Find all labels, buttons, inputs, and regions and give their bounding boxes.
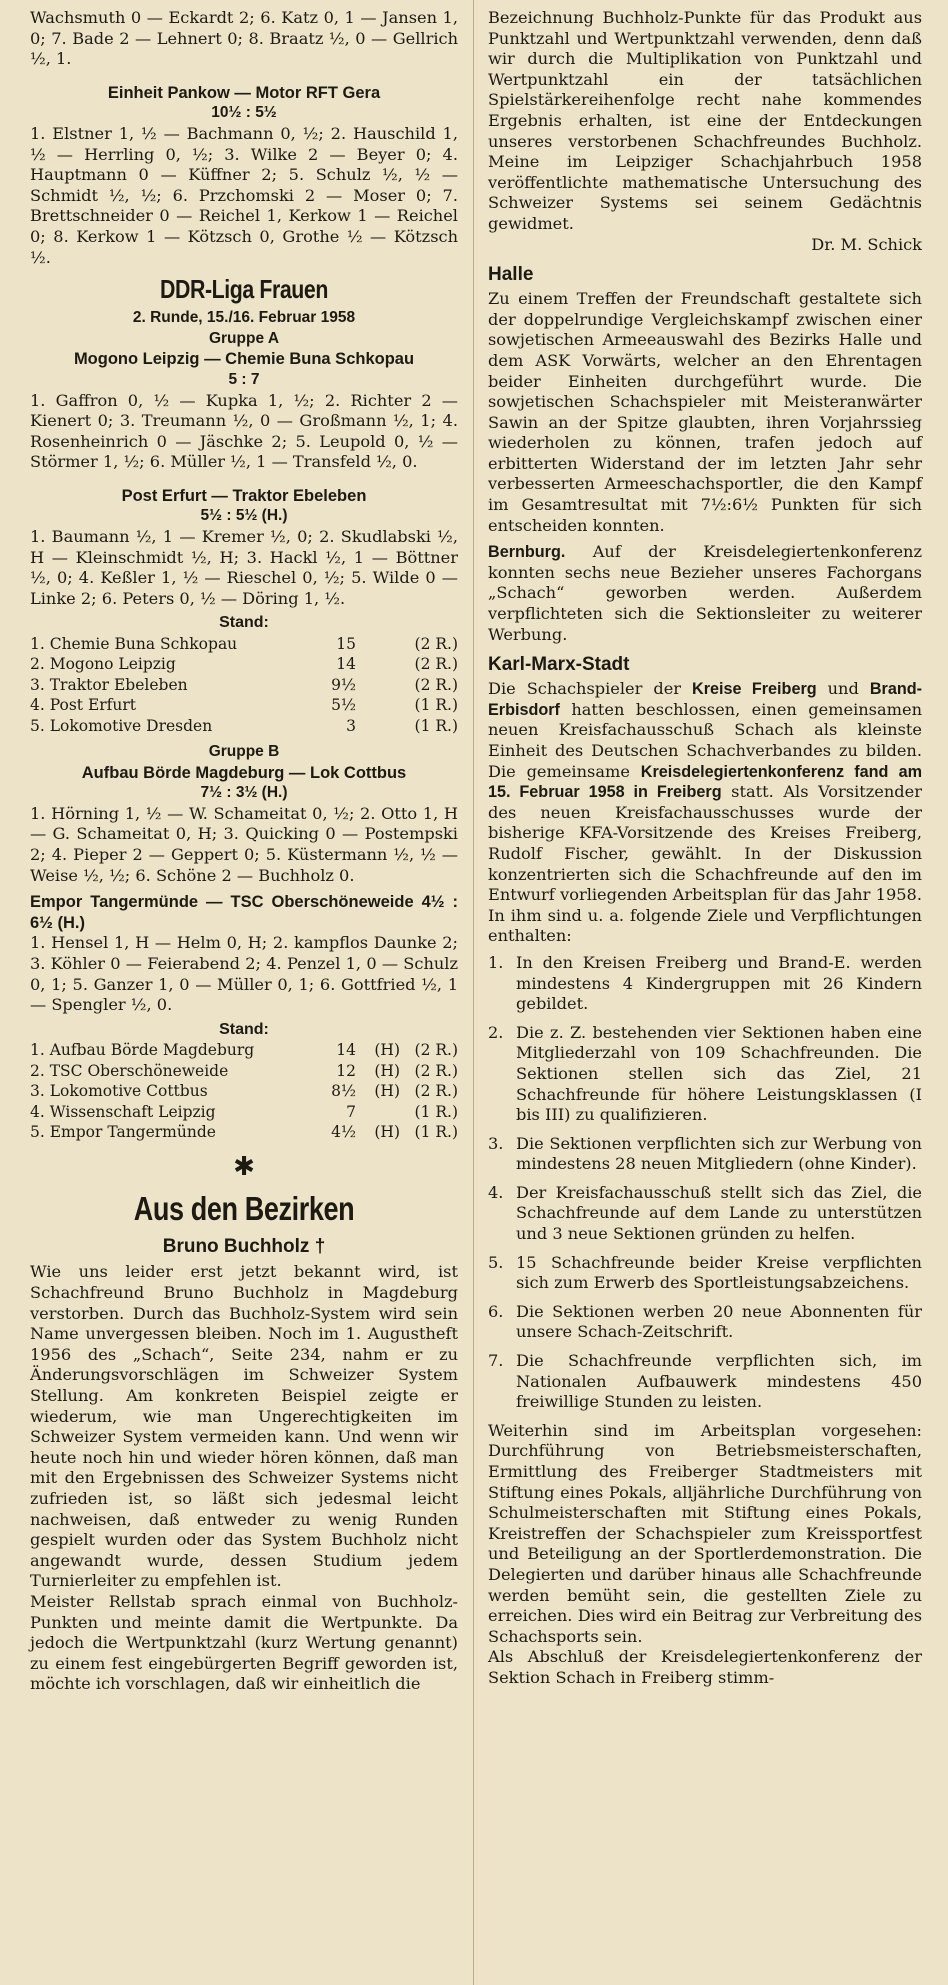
list-item [488,953,922,1015]
halle-report: Zu einem Treffen der Freundschaft gestaltete sich der doppelrundige Vergleichskampf zwischen einer sowjetischen Armeeauswahl des Bezirks Halle und dem ASK Vorwärts, welcher an den Ehrentagen beider Einheiten durchgeführt wurde. Die sowjetischen Schachspieler mit Meisteranwärter Sawin an der Spitze glaubten, ihren Vorjahrssieg wiederholen zu können, trafen jedoch auf erbitterten Widerstand der im letzten Jahr sehr verbesserten Armeeschachsportler, die den Kampf im Gesamtresultat mit 7½:6½ Punkten für sich entscheiden konnten. [488,289,922,535]
standings-cell-h: (H) [374,1123,400,1141]
table-row [30,1081,458,1101]
obituary-heading: Bruno Buchholz † [162,1236,326,1258]
standings-cell-h: (H) [374,1041,400,1060]
section-heading-aus-den-bezirken: Aus den Bezirken [133,1190,355,1228]
match-results-empor-tsc: 1. Hensel 1, H — Helm 0, H; 2. kampflos Daunke 2; 3. Köhler 0 — Feierabend 2; 4. Penzel 1, 0 — Schulz 0, 1; 5. Ganzer 1, 0 — Müller 0, 1; 6. Gottfried ½, 1 — Spengler ½, 0. [30,933,458,1015]
table-row [30,1122,458,1142]
section-heading-ddr-liga-frauen: DDR-Liga Frauen [160,274,328,305]
list-item-number: 7. [488,1351,504,1371]
list-item-text: Die Sektionen verpflichten sich zur Werbung von mindestens 28 neuen Mitgliedern (ohne Kinder). [516,1133,922,1174]
obituary-continued: Bezeichnung Buchholz-Punkte für das Produkt aus Punktzahl und Wertpunktzahl verwenden, denn daß wir durch die Multiplikation von Punktzahl und Wertpunktzahl ein der tatsächlichen Spielstärkereihenfolge recht nahe kommendes Ergebnis erhalten, ist eine der Entdeckungen unseres verstorbenen Schachfreundes Buchholz. Meine im Leipziger Schachjahrbuch 1958 veröffentlichte mathematische Untersuchung des Schweizer Systems sei seinem Gedächtnis gewidmet. [488,8,922,233]
table-row [30,1040,458,1060]
list-item [488,1134,922,1175]
right-column [488,8,922,1689]
standings-cell-team: 4. Post Erfurt [30,696,137,715]
author-signature: Dr. M. Schick [811,234,922,254]
results-continued: Wachsmuth 0 — Eckardt 2; 6. Katz 0, 1 — Jansen 1, 0; 7. Bade 2 — Lehnert 0; 8. Braatz ½, 0 — Gellrich ½, 1. [30,8,458,69]
standings-heading-group-b: Stand: [219,1020,269,1038]
list-item [488,1302,922,1343]
karl-marx-stadt-report [488,679,922,947]
list-item-number: 4. [488,1182,504,1202]
standings-cell-h [356,695,400,715]
list-item [488,1351,922,1413]
list-item-text: Die Schachfreunde verpflichten sich, im Nationalen Aufbauwerk mindestens 450 freiwillige Stunden zu leisten. [516,1351,922,1412]
match-score-aufbau-lok: 7½ : 3½ (H.) [200,784,288,802]
match-heading-post-traktor: Post Erfurt — Traktor Ebeleben [121,486,367,505]
standings-cell-r: (2 R.) [414,1082,458,1101]
standings-cell-pts: 15 [336,635,356,654]
standings-cell-pts: 9½ [331,675,356,694]
standings-cell-team: 1. Aufbau Börde Magdeburg [30,1041,255,1060]
list-item-number: 1. [488,952,504,972]
obituary-paragraph-1: Wie uns leider erst jetzt bekannt wird, ist Schachfreund Bruno Buchholz in Magdeburg verstorben. Durch das Buchholz-System wird sein Name unvergessen bleiben. Noch im 1. Augustheft 1956 des „Schach“, Seite 234, nahm er zu Änderungsvorschlägen im Schweizer System Stellung. Am konkreten Beispiel zeigte er wiederum, wie man Ungerechtigkeiten im Schweizer System vermeiden kann. Und wenn wir heute noch hin und wieder hören können, daß man mit den Ergebnissen des Schweizer Systems nicht zufrieden ist, so läßt sich jedesmal leicht nachweisen, daß entweder zu wenig Runden gespielt wurden oder das System Buchholz nicht angewandt wurde, dessen Studium jedem Turnierleiter zu empfehlen ist. [30,1262,458,1591]
bernburg-lead: Bernburg. [488,543,566,562]
further-plan-paragraph: Weiterhin sind im Arbeitsplan vorgesehen: Durchführung von Betriebsmeisterschaften, Ermittlung des Freiberger Stadtmeisters mit Stiftung eines Pokals, alljährliche Durchführung von Schulmeisterschaften mit Stiftung eines Pokals, Kreistreffen der Schachspieler zum Kreissportfest und Beteiligung an der Sportlerdemonstration. Die Delegierten und darüber hinaus alle Schachfreunde werden bemüht sein, die gestellten Ziele zu erreichen. Dies wird ein Beitrag zur Verbreitung des Schachsports sein. [488,1420,922,1646]
region-heading-halle: Halle [488,264,534,286]
standings-cell-h: (H) [374,1082,400,1101]
match-heading-empor-tsc: Empor Tangermünde — TSC Oberschöneweide 4½ : 6½ (H.) [30,893,458,932]
standings-cell-r: (2 R.) [414,635,458,654]
list-item-text: Der Kreisfachausschuß stellt sich das Ziel, die Schachfreunde auf dem Lande zu unterstützen und 3 neue Sektionen gründen zu helfen. [516,1182,922,1244]
column-divider [473,0,474,1985]
kms-text-4: statt. Als Vorsitzender des neuen Kreisfachausschusses wurde der bisherige KFA-Vorsitzende des Kreises Freiberg, Rudolf Fischer, gewählt. In der Diskussion konzentrierten sich die Schachfreunde auf den im Entwurf vorliegenden Arbeitsplan für das Jahr 1958. In ihm sind u. a. folgende Ziele und Verpflichtungen enthalten: [488,782,922,946]
round-info: 2. Runde, 15./16. Februar 1958 [132,309,356,327]
standings-table-group-a [30,634,458,736]
closing-paragraph: Als Abschluß der Kreisdelegiertenkonferenz der Sektion Schach in Freiberg stimm- [488,1647,922,1687]
kms-bold-3: Kreisdelegiertenkonferenz fand am 15. Februar 1958 in Freiberg [488,762,923,802]
standings-cell-h: (H) [374,1061,400,1080]
kms-text-3: hatten beschlossen, einen gemeinsamen neuen Kreisfachausschuß Schach als kleinste Einheit des Deutschen Schachverbandes zu bilden. Die gemeinsame [488,699,922,781]
standings-cell-pts: 5½ [331,696,356,715]
standings-cell-team: 5. Lokomotive Dresden [30,716,213,735]
work-plan-list [488,953,922,1413]
match-heading-pankow-gera: Einheit Pankow — Motor RFT Gera [107,83,381,102]
table-row [30,695,458,715]
list-item [488,1253,922,1294]
match-results-aufbau-lok: 1. Hörning 1, ½ — W. Schameitat 0, ½; 2. Otto 1, H — G. Schameitat 0, H; 3. Quicking 0 — Postempski 2; 4. Pieper 2 — Geppert 0; 5. Küstermann ½, ½ — Weise ½, ½; 6. Schöne 2 — Buchholz 0. [30,803,458,885]
standings-cell-team: 3. Lokomotive Cottbus [30,1082,208,1101]
match-score-post-traktor: 5½ : 5½ (H.) [200,507,288,525]
standings-cell-h [356,654,400,674]
match-heading-aufbau-lok: Aufbau Börde Magdeburg — Lok Cottbus [81,763,407,782]
table-row [30,716,458,736]
standings-cell-pts: 4½ [331,1123,356,1141]
match-heading-mogono-chemie: Mogono Leipzig — Chemie Buna Schkopau [73,350,415,369]
standings-cell-team: 2. TSC Oberschöneweide [30,1061,229,1080]
list-item-text: Die Sektionen werben 20 neue Abonnenten für unsere Schach-Zeitschrift. [516,1301,922,1342]
match-score-pankow-gera: 10½ : 5½ [211,104,277,122]
list-item-number: 6. [488,1301,504,1321]
list-item-text: Die z. Z. bestehenden vier Sektionen haben eine Mitgliederzahl von 109 Schachfreunden. Die Sektionen stellen sich das Ziel, 21 Schachfreunde für höhere Leistungsklassen (I bis III) zu qualifizieren. [516,1022,922,1125]
kms-bold-1: Kreise Freiberg [692,680,817,699]
standings-cell-pts: 7 [346,1102,356,1121]
standings-cell-h [356,716,400,736]
standings-cell-r: (1 R.) [414,716,458,735]
list-item-text: 15 Schachfreunde beider Kreise verpflichten sich zum Erwerb des Sportleistungsabzeichens. [516,1252,922,1293]
standings-cell-r: (1 R.) [414,696,458,715]
match-score-mogono-chemie: 5 : 7 [228,370,260,388]
standings-cell-r: (1 R.) [414,1102,458,1121]
list-item-number: 3. [488,1133,504,1153]
left-column [30,8,458,1695]
standings-cell-h [356,675,400,695]
table-row [30,1102,458,1122]
bernburg-report [488,542,922,645]
standings-cell-r: (2 R.) [414,1061,458,1080]
standings-cell-r: (2 R.) [414,675,458,694]
standings-cell-pts: 14 [336,1041,356,1060]
kms-text-1: Die Schachspieler der [488,679,693,699]
standings-cell-team: 3. Traktor Ebeleben [30,675,188,694]
standings-cell-team: 5. Empor Tangermünde [30,1123,216,1141]
match-results-post-traktor: 1. Baumann ½, 1 — Kremer ½, 0; 2. Skudlabski ½, H — Kleinschmidt ½, H; 3. Hackl ½, 1 — Böttner ½, 0; 4. Keßler 1, ½ — Rieschel 0, ½; 5. Wilde 0 — Linke 2; 6. Peters 0, ½ — Döring 1, ½. [30,527,458,608]
asterisk-divider: ✱ [233,1152,255,1183]
standings-table-group-b [30,1040,458,1142]
table-row [30,654,458,674]
list-item-text: In den Kreisen Freiberg und Brand-E. werden mindestens 4 Kindergruppen mit 26 Kindern gebildet. [516,952,922,1014]
kms-bold-2: Brand-Erbisdorf [488,680,922,719]
table-row [30,1061,458,1081]
list-item [488,1183,922,1245]
standings-cell-pts: 12 [336,1061,356,1080]
match-results-mogono-chemie: 1. Gaffron 0, ½ — Kupka 1, ½; 2. Richter 2 — Kienert 0; 3. Treumann ½, 0 — Großmann ½, 1; 4. Rosenheinrich 0 — Jäschke 2; 5. Leupold 0, ½ — Störmer 1, ½; 6. Müller ½, 1 — Transfeld ½, 0. [30,390,458,472]
standings-cell-h [356,634,400,654]
standings-cell-pts: 3 [346,716,356,735]
list-item [488,1023,922,1126]
table-row [30,675,458,695]
match-results-pankow-gera: 1. Elstner 1, ½ — Bachmann 0, ½; 2. Hauschild 1, ½ — Herrling 0, ½; 3. Wilke 2 — Beyer 0; 4. Hauptmann 0 — Küffner 2; 5. Schulz ½, ½ — Schmidt ½, ½; 6. Przchomski 2 — Moser 0; 7. Brettschneider 0 — Reichel 1, Kerkow 1 — Reichel 0; 8. Kerkow 1 — Kötzsch 0, Grothe ½ — Kötzsch ½. [30,123,458,267]
standings-cell-team: 4. Wissenschaft Leipzig [30,1102,216,1121]
group-b-heading: Gruppe B [208,743,280,761]
obituary-paragraph-2: Meister Rellstab sprach einmal von Buchholz-Punkten und meinte damit die Wertpunkte. Da jedoch die Wertpunktzahl (kurz Wertung genannt) zu einem fest eingebürgerten Begriff geworden ist, möchte ich vorschlagen, daß wir einheitlich die [30,1591,458,1694]
list-item-number: 2. [488,1022,504,1042]
standings-cell-team: 1. Chemie Buna Schkopau [30,635,238,654]
standings-cell-pts: 8½ [331,1082,356,1101]
kms-text-2: und [816,679,870,699]
standings-cell-r: (2 R.) [414,655,458,674]
bernburg-text: Auf der Kreisdelegiertenkonferenz konnten sechs neue Bezieher unseres Fachorgans „Schach“ geworben werden. Außerdem verpflichteten sich die Sektionsleiter zu weiterer Werbung. [488,542,922,644]
standings-cell-r: (2 R.) [414,1041,458,1060]
standings-cell-pts: 14 [336,655,356,674]
standings-cell-h [356,1102,400,1122]
list-item-number: 5. [488,1252,504,1272]
group-a-heading: Gruppe A [208,329,280,347]
standings-cell-team: 2. Mogono Leipzig [30,655,176,674]
region-heading-karl-marx-stadt: Karl-Marx-Stadt [488,654,630,676]
standings-cell-r: (1 R.) [414,1123,458,1141]
standings-heading-group-a: Stand: [219,614,269,632]
table-row [30,634,458,654]
